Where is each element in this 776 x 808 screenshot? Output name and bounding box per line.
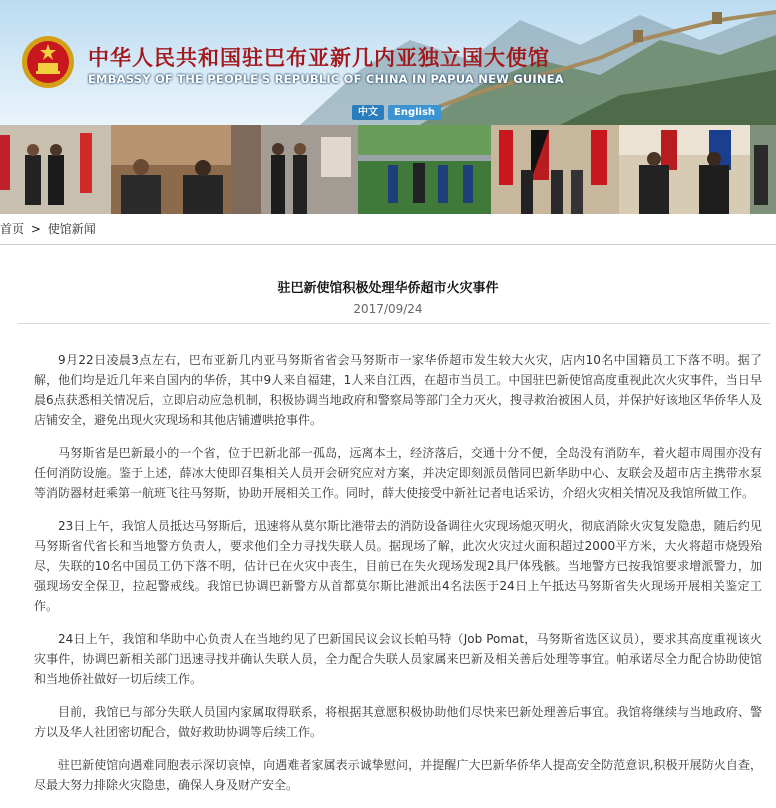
breadcrumb-separator: > <box>30 222 41 236</box>
article-paragraph: 驻巴新使馆向遇难同胞表示深切哀悼，向遇难者家属表示诚挚慰问，并提醒广大巴新华侨华人提高安全防范意识,积极开展防火自查，尽最大努力排除火灾隐患，确保人身及财产安全。 <box>34 758 762 792</box>
language-chinese-button[interactable]: 中文 <box>352 105 384 120</box>
national-emblem-icon <box>20 34 76 90</box>
article-paragraph: 24日上午，我馆和华助中心负责人在当地约见了巴新国民议会议长帕马特（Job Pomat，马努斯省选区议员），要求其高度重视该火灾事件，协调巴新相关部门迅速寻找并确认失联人员，全力配合失联人员家属来巴新及相关善后处理等事宜。帕承诺尽全力配合协助使馆和当地侨社做好一切后续工作。 <box>34 632 762 686</box>
article-title: 驻巴新使馆积极处理华侨超市火灾事件 <box>277 281 499 296</box>
site-title-english: EMBASSY OF THE PEOPLE'S REPUBLIC OF CHINA IN PAPUA NEW GUINEA <box>88 72 564 86</box>
breadcrumb-home-link[interactable]: 首页 <box>0 222 25 236</box>
site-header <box>0 0 776 125</box>
article-date: 2017/09/24 <box>353 302 423 316</box>
photo-meeting-flags[interactable] <box>0 125 111 214</box>
language-english-button[interactable]: English <box>388 105 441 120</box>
breadcrumb-section-link[interactable]: 使馆新闻 <box>47 222 96 236</box>
photo-group-flags[interactable] <box>491 125 619 214</box>
breadcrumb <box>0 214 776 245</box>
photo-lawn-guard[interactable] <box>358 125 491 214</box>
photo-press-flags[interactable] <box>619 125 750 214</box>
article-paragraph: 马努斯省是巴新最小的一个省，位于巴新北部一孤岛，远离本土，经济落后，交通十分不便，全岛没有消防车，着火超市周围亦没有任何消防设施。鉴于上述，薛冰大使即召集相关人员开会研究应对方案，并决定即刻派员偕同巴新华助中心、友联会及超市店主携带水泵等消防器材赶乘第一航班飞往马努斯，协助开展相关工作。同时，薛大使接受中新社记者电话采访，介绍火灾相关情况及我馆所做工作。 <box>34 446 762 500</box>
article-body <box>34 350 762 808</box>
photo-sofa-meeting[interactable] <box>111 125 231 214</box>
photo-edge[interactable] <box>750 125 776 214</box>
photo-strip <box>0 125 776 214</box>
article-paragraph: 23日上午，我馆人员抵达马努斯后，迅速将从莫尔斯比港带去的消防设备调往火灾现场熄灭明火，彻底消除火灾复发隐患，随后约见马努斯省代省长和当地警方负责人，要求他们全力寻找失联人员。据现场了解，此次火灾过火面积超过2000平方米，大火将超市烧毁殆尽，失联的10名中国员工仍下落不明，估计已在火灾中丧生，目前已在失火现场发现2具尸体残骸。当地警方已按我馆要求增派警力，加强现场安全保卫，拉起警戒线。我馆已协调巴新警方从首都莫尔斯比港派出4名法医于24日上午抵达马努斯省失火现场开展相关鉴定工作。 <box>34 519 762 613</box>
photo-handshake-office[interactable] <box>231 125 358 214</box>
article-paragraph: 9月22日凌晨3点左右，巴布亚新几内亚马努斯省省会马努斯市一家华侨超市发生较大火灾，店内10名中国籍员工下落不明。据了解，他们均是近几年来自国内的华侨，其中9人来自福建，1人来自江西，在超市当员工。中国驻巴新使馆高度重视此次火灾事件，当日早晨6点获悉相关情况后，立即启动应急机制，积极协调当地政府和警察局等部门全力灭火，搜寻救治被困人员，并保护好该地区华侨华人及店铺安全，避免出现火灾现场和其他店铺遭哄抢事件。 <box>34 353 762 427</box>
site-title-chinese: 中华人民共和国驻巴布亚新几内亚独立国大使馆 <box>88 46 550 70</box>
article-paragraph: 目前，我馆已与部分失联人员国内家属取得联系，将根据其意愿积极协助他们尽快来巴新处理善后事宜。我馆将继续与当地政府、警方以及华人社团密切配合，做好救助协调等后续工作。 <box>34 705 762 739</box>
title-divider <box>18 323 770 324</box>
